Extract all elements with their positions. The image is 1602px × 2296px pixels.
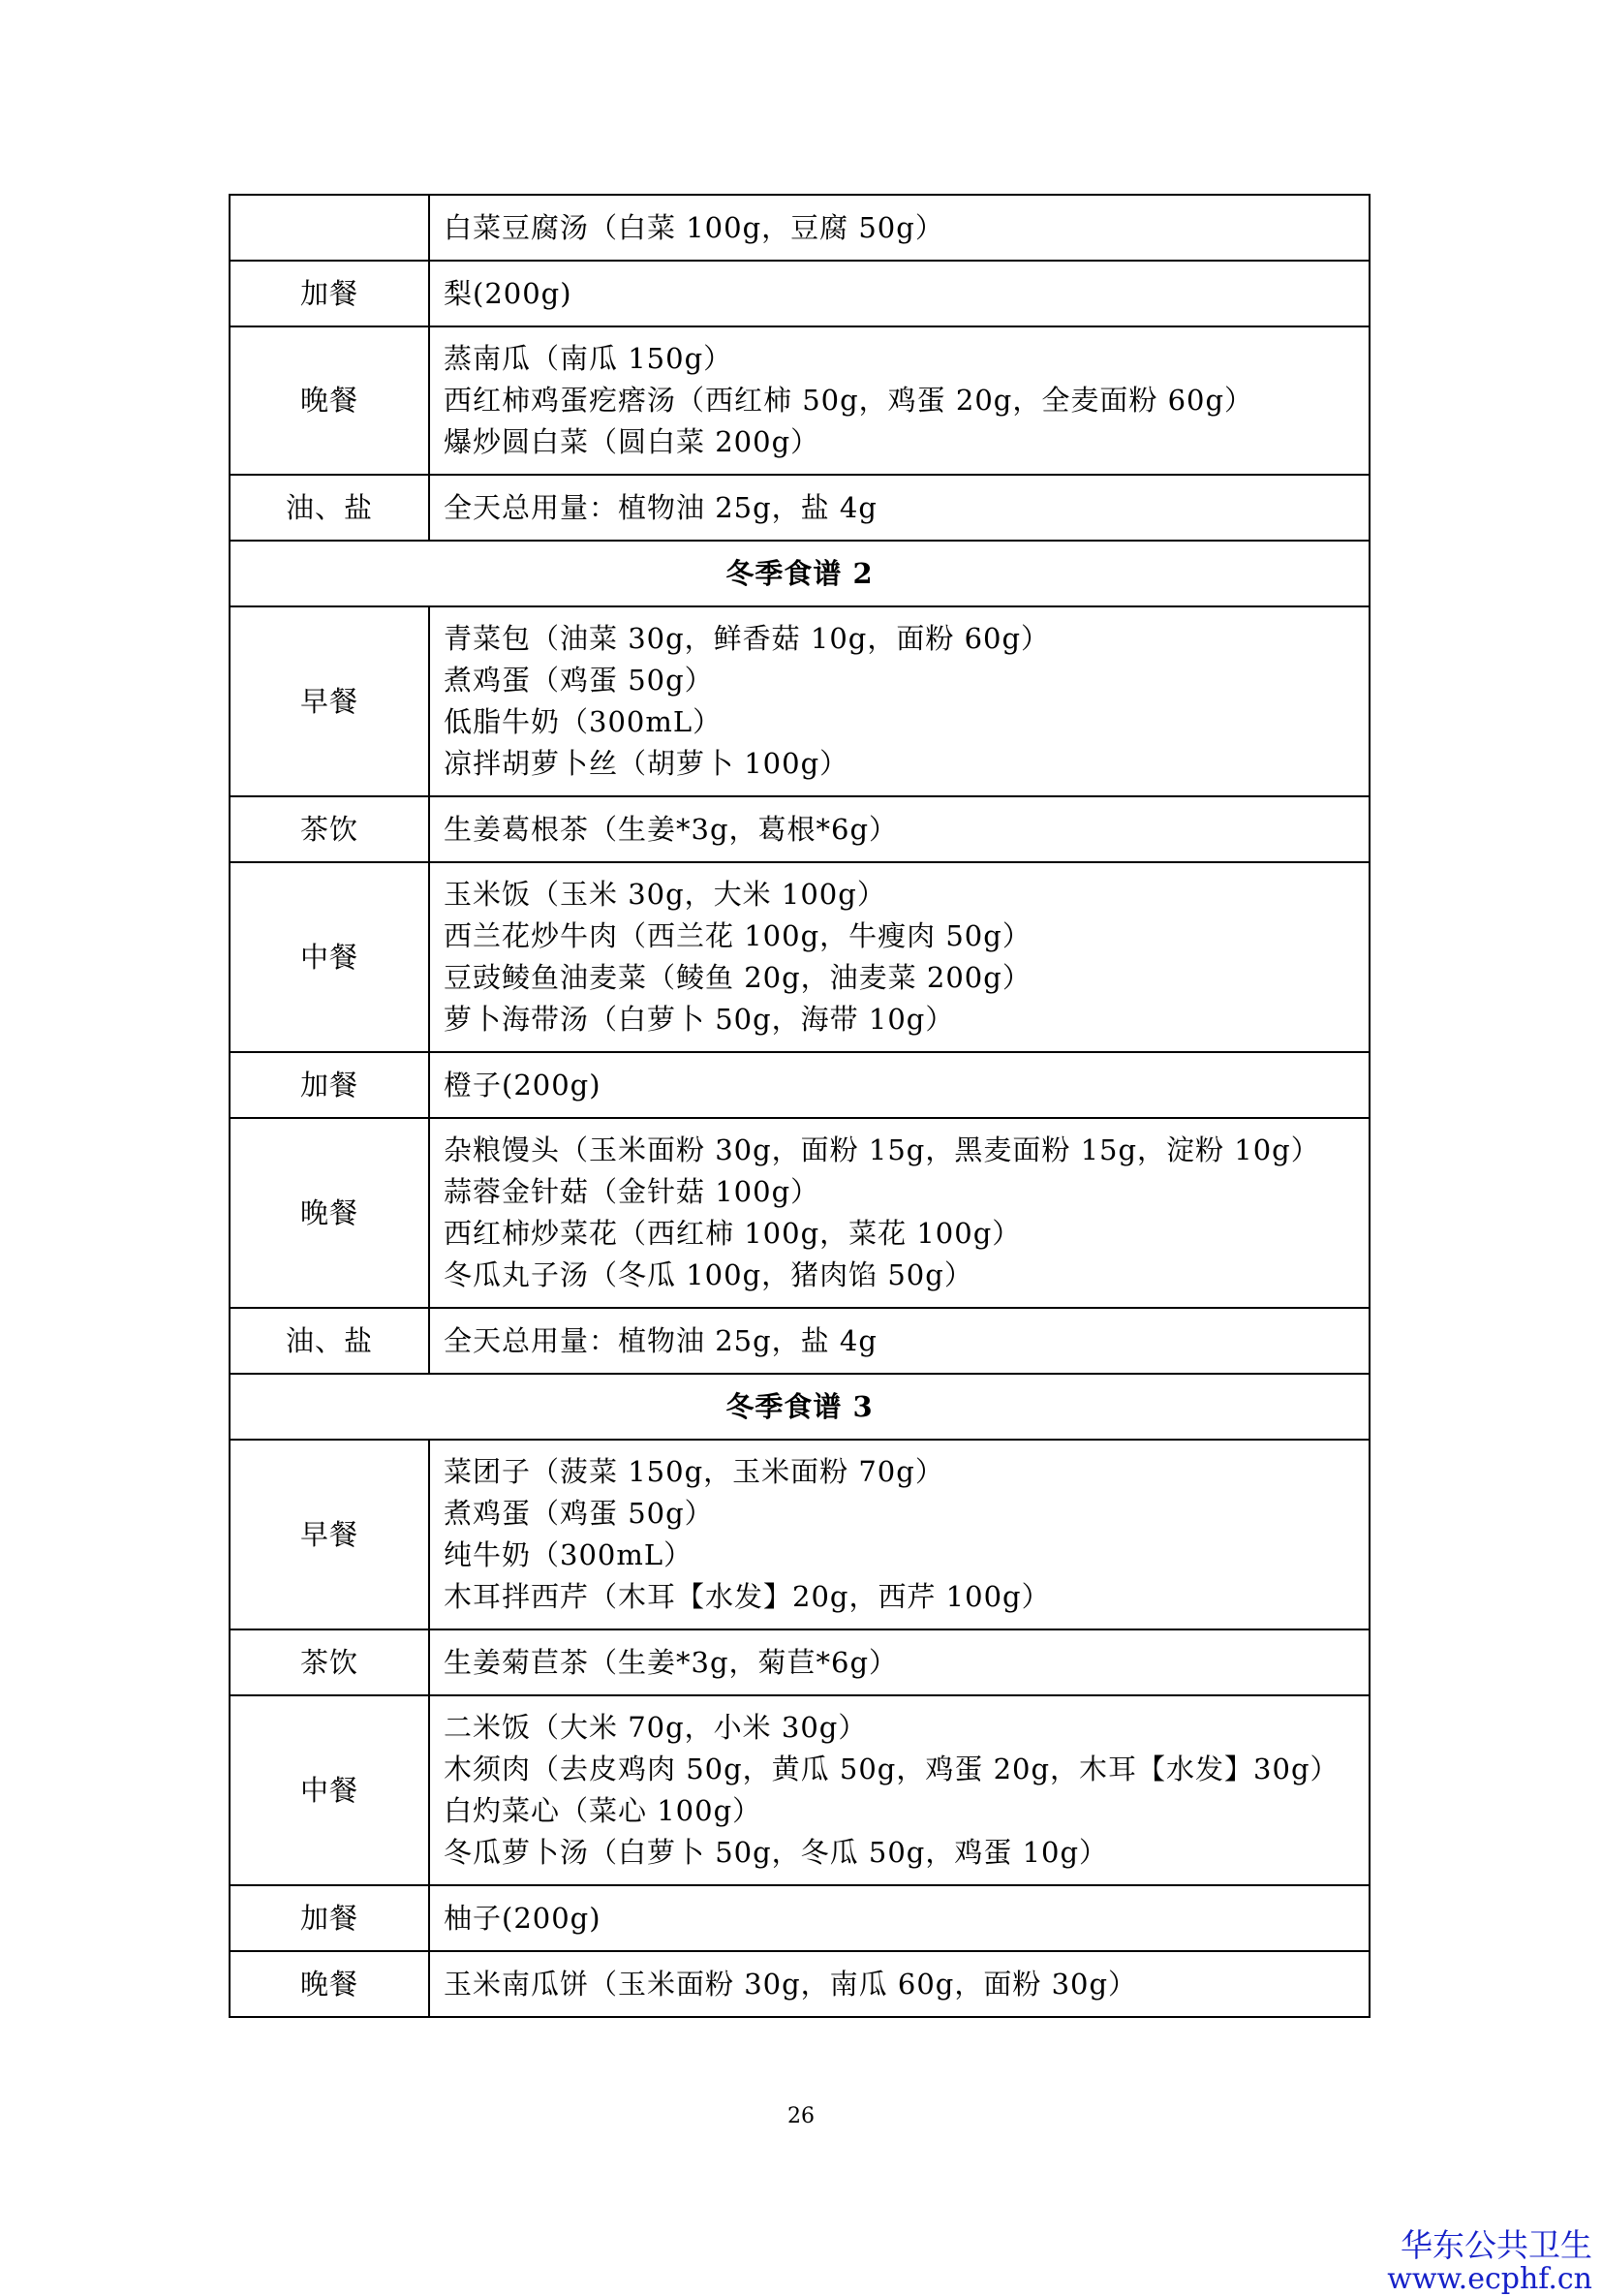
meal-item: 梨(200g) [444,276,572,310]
menu-table [229,194,1371,2018]
meal-items [429,1951,1370,2017]
section-title: 冬季食谱 3 [230,1374,1370,1440]
meal-row [230,1951,1370,2017]
meal-item: 蒜蓉金针菇（金针菇 100g） [444,1175,820,1208]
meal-item: 木耳拌西芹（木耳【水发】20g，西芹 100g） [444,1580,1051,1613]
meal-row [230,475,1370,541]
section-header-row [230,541,1370,606]
meal-name: 加餐 [230,1052,429,1118]
meal-row [230,862,1370,1052]
meal-name: 加餐 [230,1885,429,1951]
meal-items [429,326,1370,475]
meal-items [429,1629,1370,1695]
meal-item: 蒸南瓜（南瓜 150g） [444,342,733,375]
section-title: 冬季食谱 2 [230,541,1370,606]
meal-item: 纯牛奶（300mL） [444,1538,693,1571]
meal-row [230,261,1370,326]
watermark-name: 华东公共卫生 [1401,2226,1592,2264]
meal-item: 全天总用量：植物油 25g，盐 4g [444,490,878,524]
meal-item: 杂粮馒头（玉米面粉 30g，面粉 15g，黑麦面粉 15g，淀粉 10g） [444,1133,1320,1166]
meal-item: 玉米南瓜饼（玉米面粉 30g，南瓜 60g，面粉 30g） [444,1967,1138,2001]
meal-name: 油、盐 [230,1308,429,1374]
meal-item: 青菜包（油菜 30g，鲜香菇 10g，面粉 60g） [444,622,1051,655]
meal-item: 低脂牛奶（300mL） [444,705,723,738]
meal-name: 晚餐 [230,1951,429,2017]
meal-name: 加餐 [230,261,429,326]
meal-item: 玉米饭（玉米 30g，大米 100g） [444,878,886,911]
meal-row [230,326,1370,475]
meal-row [230,796,1370,862]
meal-row [230,1440,1370,1629]
meal-item: 全天总用量：植物油 25g，盐 4g [444,1323,878,1357]
meal-row [230,195,1370,261]
meal-name: 中餐 [230,1695,429,1885]
meal-item: 白灼菜心（菜心 100g） [444,1794,762,1827]
meal-items [429,195,1370,261]
meal-name: 中餐 [230,862,429,1052]
meal-items [429,862,1370,1052]
meal-item: 冬瓜萝卜汤（白萝卜 50g，冬瓜 50g，鸡蛋 10g） [444,1836,1109,1869]
meal-row [230,606,1370,796]
watermark [1387,2228,1592,2296]
meal-items [429,1885,1370,1951]
meal-item: 橙子(200g) [444,1068,601,1101]
menu-table-body [230,195,1370,2017]
meal-item: 萝卜海带汤（白萝卜 50g，海带 10g） [444,1003,955,1036]
page-number: 26 [787,2104,815,2128]
meal-name: 茶饮 [230,1629,429,1695]
meal-item: 二米饭（大米 70g，小米 30g） [444,1711,868,1744]
meal-item: 煮鸡蛋（鸡蛋 50g） [444,1497,714,1530]
meal-item: 西红柿鸡蛋疙瘩汤（西红柿 50g，鸡蛋 20g，全麦面粉 60g） [444,384,1254,417]
meal-items [429,475,1370,541]
meal-row [230,1629,1370,1695]
meal-item: 煮鸡蛋（鸡蛋 50g） [444,664,714,697]
meal-row [230,1308,1370,1374]
section-header-row [230,1374,1370,1440]
meal-items [429,1052,1370,1118]
meal-item: 冬瓜丸子汤（冬瓜 100g，猪肉馅 50g） [444,1258,973,1291]
meal-name [230,195,429,261]
meal-row [230,1052,1370,1118]
meal-items [429,1440,1370,1629]
meal-name: 早餐 [230,1440,429,1629]
meal-item: 西红柿炒菜花（西红柿 100g，菜花 100g） [444,1217,1022,1250]
meal-item: 凉拌胡萝卜丝（胡萝卜 100g） [444,747,849,780]
watermark-url: www.ecphf.cn [1387,2262,1592,2296]
meal-name: 晚餐 [230,326,429,475]
meal-item: 木须肉（去皮鸡肉 50g，黄瓜 50g，鸡蛋 20g，木耳【水发】30g） [444,1753,1340,1785]
meal-row [230,1695,1370,1885]
meal-item: 菜团子（菠菜 150g，玉米面粉 70g） [444,1455,944,1488]
meal-items [429,1118,1370,1308]
meal-item: 柚子(200g) [444,1901,601,1935]
meal-row [230,1118,1370,1308]
meal-items [429,1308,1370,1374]
meal-name: 早餐 [230,606,429,796]
meal-item: 生姜菊苣茶（生姜*3g，菊苣*6g） [444,1645,899,1679]
meal-row [230,1885,1370,1951]
meal-item: 生姜葛根茶（生姜*3g，葛根*6g） [444,812,899,846]
meal-items [429,261,1370,326]
meal-name: 晚餐 [230,1118,429,1308]
meal-items [429,1695,1370,1885]
meal-items [429,796,1370,862]
meal-item: 爆炒圆白菜（圆白菜 200g） [444,425,820,458]
meal-item: 西兰花炒牛肉（西兰花 100g，牛瘦肉 50g） [444,919,1032,952]
meal-item: 白菜豆腐汤（白菜 100g，豆腐 50g） [444,210,944,244]
meal-item: 豆豉鲮鱼油麦菜（鲮鱼 20g，油麦菜 200g） [444,961,1032,994]
meal-items [429,606,1370,796]
meal-name: 茶饮 [230,796,429,862]
meal-name: 油、盐 [230,475,429,541]
